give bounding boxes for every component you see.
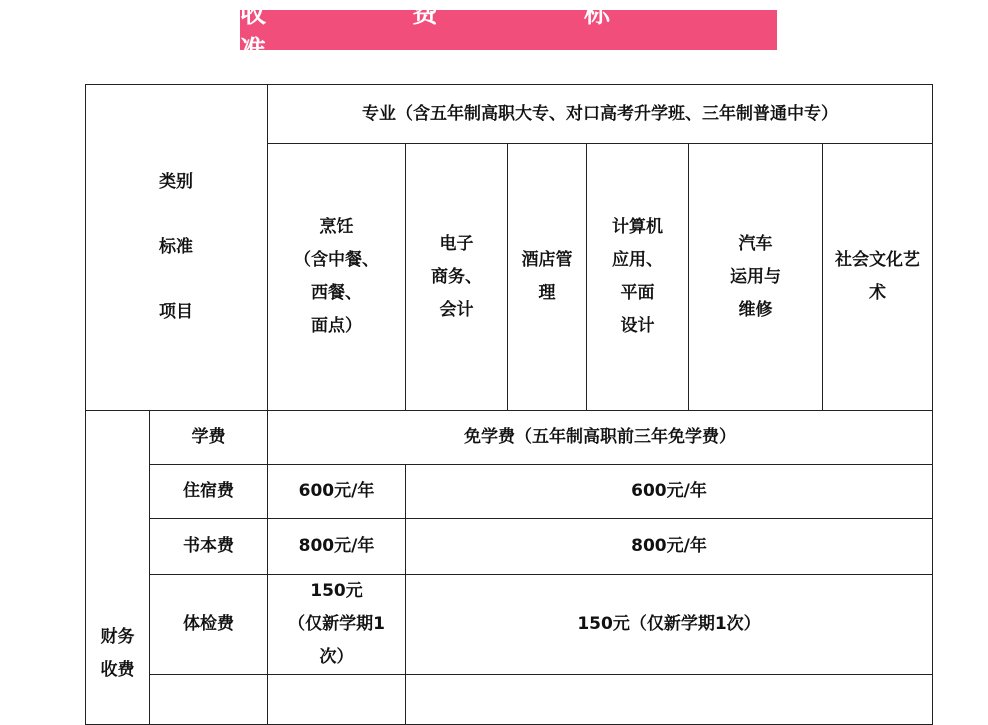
majors-group-header: [268, 85, 933, 144]
majors-group-label: 专业（含五年制高职大专、对口高考升学班、三年制普通中专）: [362, 103, 838, 124]
major-line: 西餐、: [311, 283, 362, 303]
row-value: 800元/年: [298, 536, 375, 556]
row-item-medical: [150, 575, 268, 675]
major-line: 商务、: [431, 266, 482, 287]
major-social-culture-art: [823, 144, 933, 411]
row-value: 150元（仅新学期1次）: [577, 614, 761, 634]
section-label-line: 收费: [100, 660, 135, 680]
row-value-line: （仅新学期1: [288, 614, 385, 634]
major-line: 社会文化艺: [835, 250, 920, 270]
major-line: （含中餐、: [294, 250, 379, 270]
page-title-banner: [240, 0, 777, 66]
medical-first-value: [268, 575, 406, 675]
major-line: 应用、: [612, 250, 663, 270]
row-item-next: [150, 675, 268, 725]
major-cooking: [268, 144, 406, 411]
major-automotive: [689, 144, 823, 411]
row-value: 800元/年: [631, 536, 707, 556]
major-line: 设计: [620, 316, 655, 336]
category-header-cell: [86, 85, 268, 411]
fee-table: [85, 84, 933, 725]
row-item-label: 住宿费: [183, 481, 234, 501]
row-item-label: 学费: [191, 427, 226, 447]
major-line: 酒店管: [521, 250, 573, 270]
books-rest-value: [406, 519, 933, 575]
major-line: 汽车: [738, 233, 773, 254]
major-computer-design: [587, 144, 689, 411]
accommodation-rest-value: [406, 465, 933, 519]
major-line: 电子: [439, 233, 474, 254]
row-value: 600元/年: [298, 481, 375, 501]
accommodation-first-value: [268, 465, 406, 519]
standard-label: 标准: [159, 237, 193, 257]
major-line: 运用与: [730, 266, 781, 287]
row-value-line: 次）: [319, 647, 354, 667]
row-item-label: 书本费: [183, 536, 234, 556]
major-ecommerce-accounting: [406, 144, 508, 411]
next-first-value: [268, 675, 406, 725]
row-value: 600元/年: [631, 481, 707, 501]
row-value-line: 150元: [310, 581, 363, 601]
major-line: 理: [538, 283, 556, 303]
item-label: 项目: [159, 302, 193, 322]
major-line: 维修: [738, 299, 773, 320]
next-rest-value: [406, 675, 933, 725]
tuition-value: [268, 411, 933, 465]
row-item-tuition: [150, 411, 268, 465]
major-hotel-management: [508, 144, 587, 411]
major-line: 会计: [439, 299, 474, 320]
books-first-value: [268, 519, 406, 575]
row-value: 免学费（五年制高职前三年免学费）: [464, 427, 736, 447]
major-line: 平面: [620, 283, 655, 303]
major-line: 烹饪: [319, 217, 354, 237]
major-line: 面点）: [311, 316, 362, 336]
section-label-line: 财务: [100, 627, 135, 647]
row-item-books: [150, 519, 268, 575]
page-title: 收 费 标 准: [240, 0, 757, 66]
row-item-label: 体检费: [183, 614, 234, 634]
major-line: 计算机: [612, 217, 663, 237]
category-label: 类别: [159, 172, 193, 192]
row-item-accommodation: [150, 465, 268, 519]
medical-rest-value: [406, 575, 933, 675]
finance-section-label: [86, 411, 150, 725]
major-line: 术: [869, 283, 886, 303]
